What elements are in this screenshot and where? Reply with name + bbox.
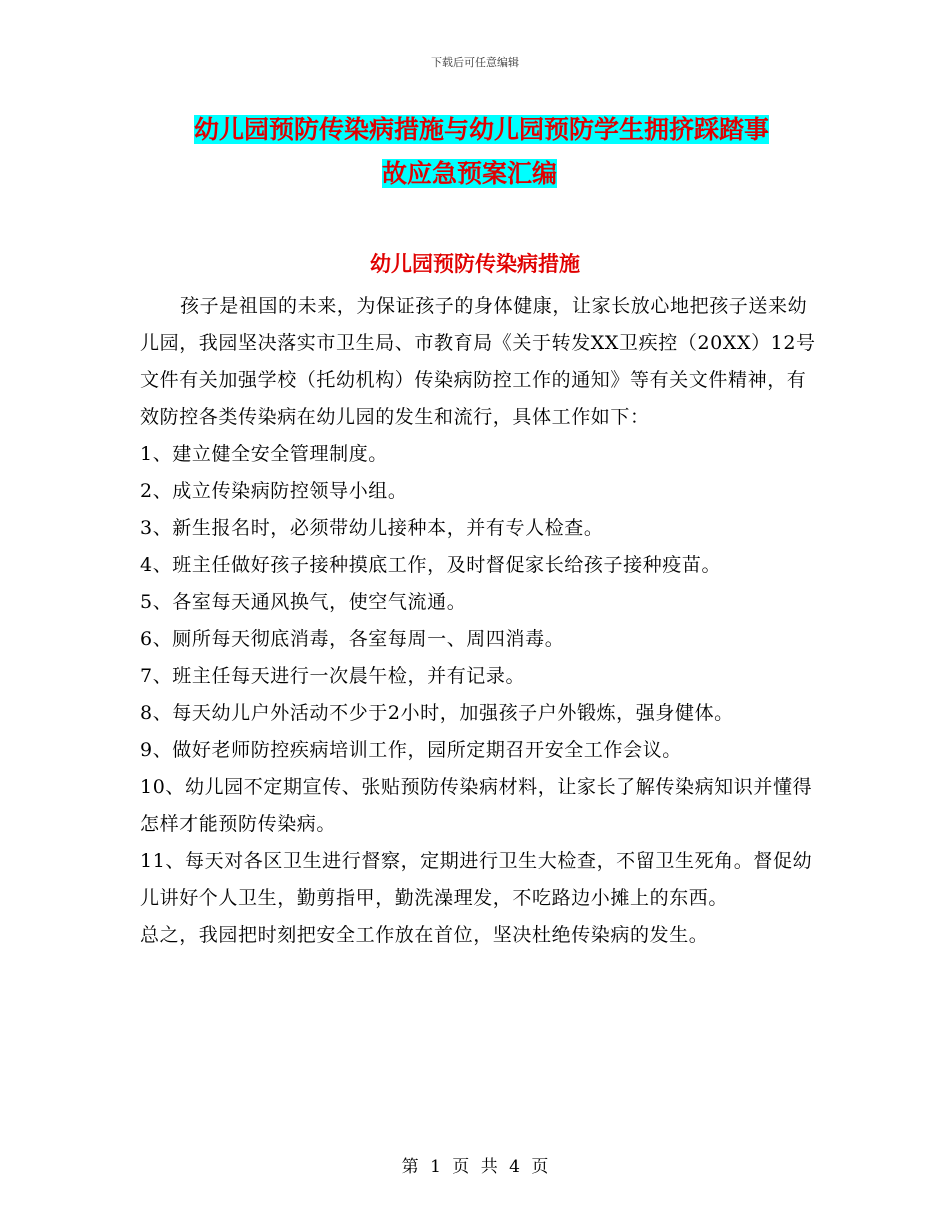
list-item: 2、成立传染病防控领导小组。 [140,480,408,502]
list-item: 3、新生报名时，必须带幼儿接种本，并有专人检查。 [140,517,604,539]
conclusion-paragraph: 总之，我园把时刻把安全工作放在首位，坚决杜绝传染病的发生。 [140,924,709,946]
list-item: 5、各室每天通风换气，使空气流通。 [140,591,467,613]
list-item: 7、班主任每天进行一次晨午检，并有记录。 [140,665,526,687]
list-item: 11、每天对各区卫生进行督察，定期进行卫生大检查，不留卫生死角。督促幼儿讲好个人卫生，勤剪指甲，勤洗澡理发，不吃路边小摊上的东西。 [140,850,813,909]
document-title [138,108,818,196]
page-footer: 第 1 页 共 4 页 [401,1157,549,1177]
title-highlight-1: 幼儿园预防传染病措施与幼儿园预防学生拥挤踩踏事 [194,115,770,144]
list-item: 1、建立健全安全管理制度。 [140,443,388,465]
document-body [140,288,820,954]
document-title-line-1 [138,108,818,152]
intro-paragraph: 孩子是祖国的未来，为保证孩子的身体健康，让家长放心地把孩子送来幼儿园，我园坚决落实市卫生局、市教育局《关于转发XX卫疾控（20XX）12号文件有关加强学校（托幼机构）传染病防控工作的通知》等有关文件精神，有效防控各类传染病在幼儿园的发生和流行，具体工作如下： [140,295,816,428]
list-item: 8、每天幼儿户外活动不少于2小时，加强孩子户外锻炼，强身健体。 [140,702,734,724]
list-item: 10、幼儿园不定期宣传、张贴预防传染病材料，让家长了解传染病知识并懂得怎样才能预防传染病。 [140,776,813,835]
document-title-line-2 [138,152,818,196]
list-item: 4、班主任做好孩子接种摸底工作，及时督促家长给孩子接种疫苗。 [140,554,722,576]
list-item: 9、做好老师防控疾病培训工作，园所定期召开安全工作会议。 [140,739,682,761]
list-item: 6、厕所每天彻底消毒，各室每周一、周四消毒。 [140,628,565,650]
header-note: 下载后可任意编辑 [431,56,519,69]
title-highlight-2: 故应急预案汇编 [382,159,558,188]
section-title: 幼儿园预防传染病措施 [370,252,580,276]
